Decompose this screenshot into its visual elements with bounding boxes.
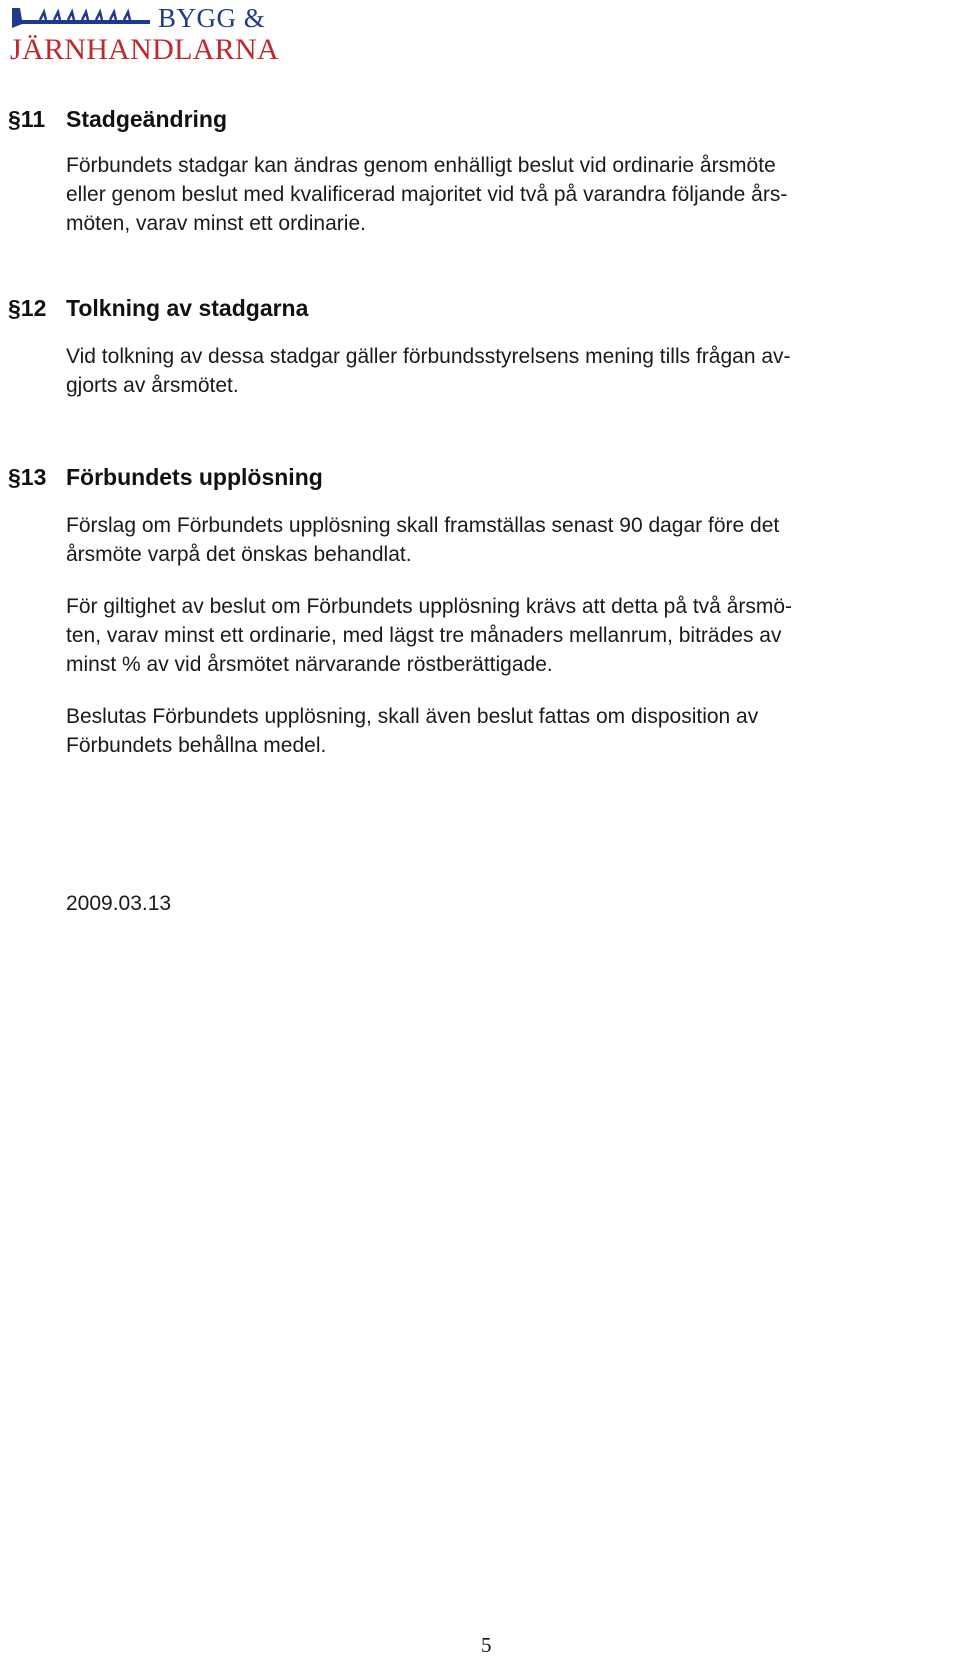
section-heading-13 <box>8 464 323 491</box>
text-line: För giltighet av beslut om Förbundets upplösning krävs att detta på två årsmö- <box>66 595 793 618</box>
section-11-paragraph <box>66 151 946 238</box>
section-number: §11 <box>8 106 46 132</box>
text-line: Förbundets stadgar kan ändras genom enhälligt beslut vid ordinarie årsmöte <box>66 154 776 177</box>
horn-logo-icon <box>10 6 155 32</box>
text-line: årsmöte varpå det önskas behandlat. <box>66 543 412 566</box>
text-line: gjorts av årsmötet. <box>66 374 239 397</box>
section-13-paragraph-2 <box>66 592 946 679</box>
logo <box>10 4 280 70</box>
section-13-paragraph-1 <box>66 511 946 569</box>
section-title: Förbundets upplösning <box>66 464 323 490</box>
text-line: eller genom beslut med kvalificerad majoritet vid två på varandra följande års- <box>66 183 788 206</box>
section-13-paragraph-3 <box>66 702 946 760</box>
page-number: 5 <box>481 1633 492 1657</box>
section-number: §13 <box>8 464 47 490</box>
text-line: Förslag om Förbundets upplösning skall framställas senast 90 dagar före det <box>66 514 780 537</box>
section-title: Stadgeändring <box>66 106 228 132</box>
text-line: Vid tolkning av dessa stadgar gäller förbundsstyrelsens mening tills frågan av- <box>66 345 791 368</box>
logo-text-top: BYGG & <box>158 3 266 33</box>
text-line: Förbundets behållna medel. <box>66 734 327 757</box>
section-12-paragraph <box>66 342 946 400</box>
text-line: Beslutas Förbundets upplösning, skall även beslut fattas om disposition av <box>66 705 759 728</box>
text-line: ten, varav minst ett ordinarie, med lägst tre månaders mellanrum, biträdes av <box>66 624 782 647</box>
logo-text-bottom: JÄRNHANDLARNA <box>10 33 279 66</box>
text-line: minst % av vid årsmötet närvarande röstberättigade. <box>66 653 553 676</box>
section-title: Tolkning av stadgarna <box>66 295 309 321</box>
section-heading-11 <box>8 106 227 133</box>
section-number: §12 <box>8 295 47 321</box>
section-heading-12 <box>8 295 308 322</box>
document-date: 2009.03.13 <box>66 892 172 915</box>
text-line: möten, varav minst ett ordinarie. <box>66 212 366 235</box>
